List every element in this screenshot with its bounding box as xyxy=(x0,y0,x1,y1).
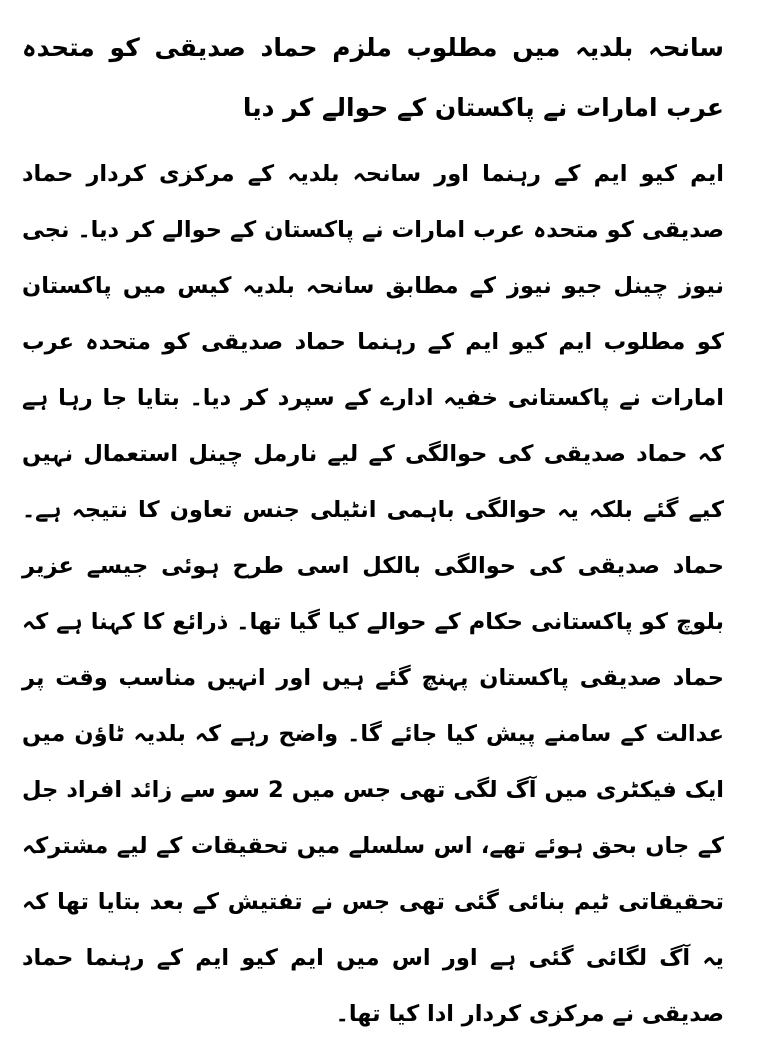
article-headline: سانحہ بلدیہ میں مطلوب ملزم حماد صدیقی کو متحدہ عرب امارات نے پاکستان کے حوالے کر دیا xyxy=(22,33,724,122)
article-body: ایم کیو ایم کے رہنما اور سانحہ بلدیہ کے مرکزی کردار حماد صدیقی کو متحدہ عرب امارات نے پاکستان کے حوالے کر دیا۔ نجی نیوز چینل جیو نیوز کے مطابق سانحہ بلدیہ کیس میں پاکستان کو مطلوب ایم کیو ایم کے رہنما حماد صدیقی کو متحدہ عرب امارات نے پاکستانی خفیہ ادارے کے سپرد کر دیا۔ بتایا جا رہا ہے کہ حماد صدیقی کی حوالگی کے لیے نارمل چینل استعمال نہیں کیے گئے بلکہ یہ حوالگی باہمی انٹیلی جنس تعاون کا نتیجہ ہے۔ حماد صدیقی کی حوالگی بالکل اسی طرح ہوئی جیسے عزیر بلوچ کو پاکستانی حکام کے حوالے کیا گیا تھا۔ ذرائع کا کہنا ہے کہ حماد صدیقی پاکستان پہنچ گئے ہیں اور انہیں مناسب وقت پر عدالت کے سامنے پیش کیا جائے گا۔ واضح رہے کہ بلدیہ ٹاؤن میں ایک فیکٹری میں آگ لگی تھی جس میں 2 سو سے زائد افراد جل کے جاں بحق ہوئے تھے، اس سلسلے میں تحقیقات کے لیے مشترکہ تحقیقاتی ٹیم بنائی گئی تھی جس نے تفتیش کے بعد بتایا تھا کہ یہ آگ لگائی گئی ہے اور اس میں ایم کیو ایم کے رہنما حماد صدیقی نے مرکزی کردار ادا کیا تھا۔ xyxy=(22,161,724,1027)
